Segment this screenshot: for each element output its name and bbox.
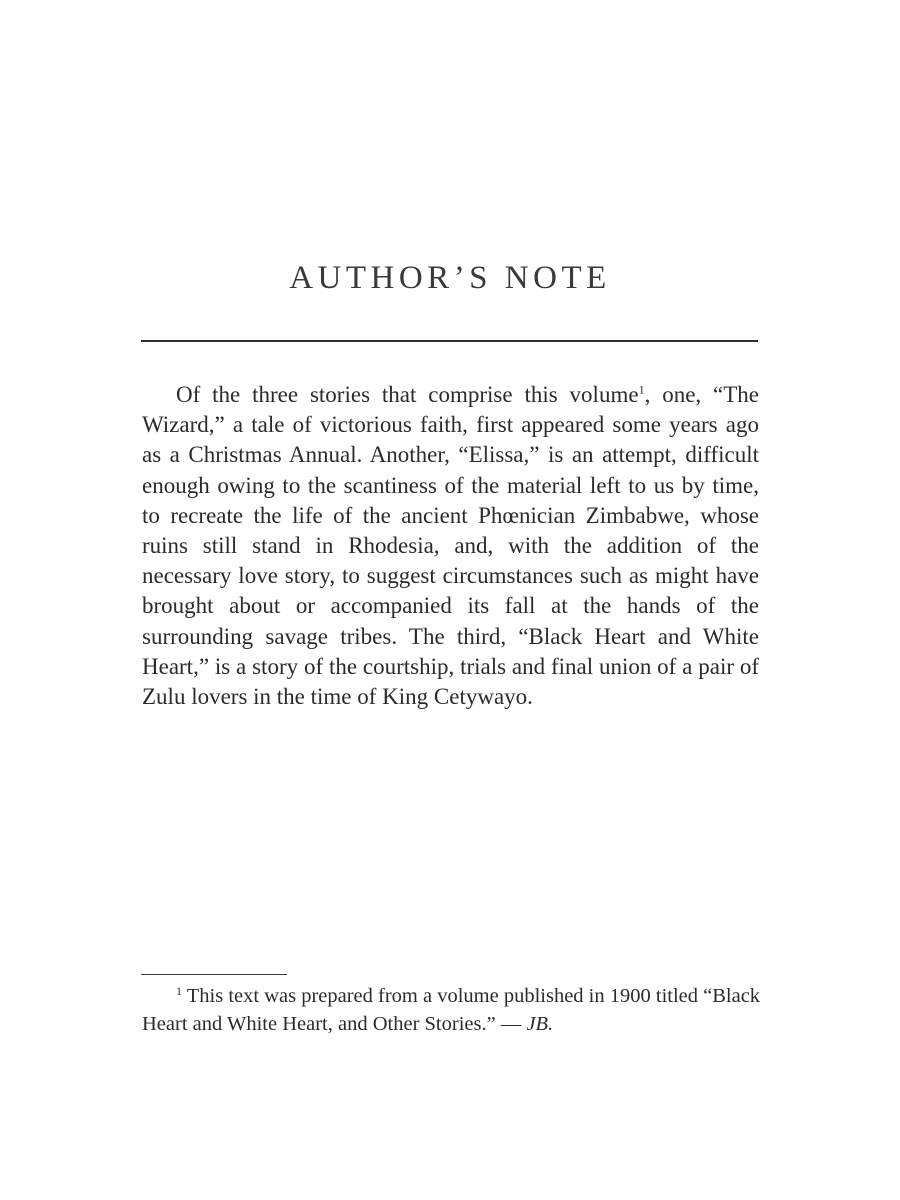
footnote-marker: 1 (176, 983, 182, 998)
page-title: AUTHOR’S NOTE (289, 260, 611, 296)
footnote-divider (141, 974, 287, 975)
footnote-text: This text was prepared from a volume published in 1900 titled “Black Heart and White Heart, and Other Stories.” — (142, 985, 761, 1035)
footnote-signature: JB. (526, 1013, 554, 1035)
body-text-start: Of the three stories that comprise this volume (176, 382, 639, 407)
footnote (142, 982, 762, 1038)
body-paragraph (142, 380, 759, 712)
footnote-reference[interactable]: 1 (638, 382, 645, 397)
body-text-rest: , one, “The Wizard,” a tale of victorious faith, first appeared some years ago as a Christmas Annual. Another, “Elissa,” is an attempt, difficult enough owing to the scantiness of the material left to us by time, to recreate the life of the ancient Phœnician Zimbabwe, whose ruins still stand in Rhodesia, and, with the addition of the necessary love story, to suggest circumstances such as might have brought about or accompanied its fall at the hands of the surrounding savage tribes. The third, “Black Heart and White Heart,” is a story of the courtship, trials and final union of a pair of Zulu lovers in the time of King Cetywayo. (142, 382, 759, 710)
title-divider (141, 340, 758, 342)
